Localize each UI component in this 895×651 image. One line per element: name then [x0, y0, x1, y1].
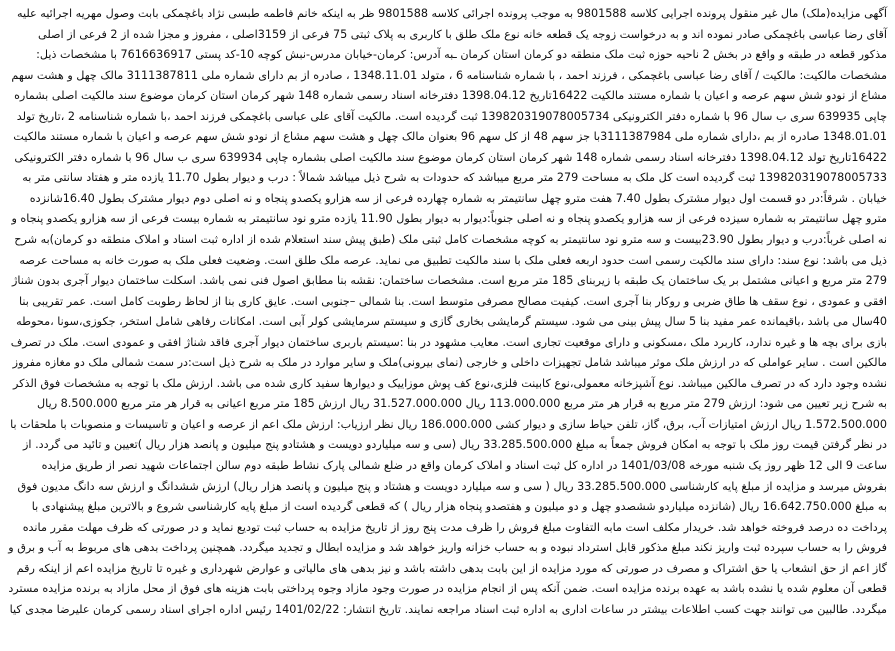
notice-body: آگهی مزایده(ملک) مال غیر منقول پرونده اجرایی کلاسه 9801588 به موجب پرونده اجرائی کلاسه 9801588 ظر به اینکه خانم فاطمه طبسی نژاد باغچمکی بابت وصول مهریه اجرائیه علیه آقای رضا عباسی باغچمکی صادر نموده اند و به درخواست زوجه یک قطعه خانه نوع ملک طلق با کاربری به پلاک ثبتی 75 فرعی از 3159اصلی ، مفروز و مجزا شده از 2 فرعی از اصلی مذکور قطعه در طبقه و واقع در بخش 2 ناحیه حوزه ثبت ملک منطقه دو کرمان استان کرمان ـبه آدرس: کرمان-خیابان مدرس-نبش کوچه 10-کد پستی 7616636917 با مشخصات ذیل: مشخصات مالکیت: مالکیت / آقای رضا عباسی باغچمکی ، فرزند احمد ، با شماره شناسنامه 6 ، متولد 1348.11.01 ، صادره از بم دارای شماره ملی 3111387811 مالک چهل و هشت سهم مشاع از نودو شش سهم عرصه و اعیان با شماره مستند مالکیت 16422تاریخ 1398.04.12 دفترخانه اسناد رسمی شماره 148 شهر کرمان استان کرمان موضوع سند مالکیت اصلی بشماره چاپی 639935 سری ب سال 96 با شماره دفتر الکترونیکی 139820319078005734 ثبت گردیده است. مالکیت آقای علی عباسی باغچمکی فرزند احمد ،با شماره شناسنامه 2 ،تاریخ تولد 1348.01.01 صادره از بم ،دارای شماره ملی 3111387984با جز سهم 48 از کل سهم 96 بعنوان مالک چهل و هشت سهم مشاع از نودو شش سهم عرصه و اعیان با شماره مستند مالکیت 16422تاریخ تولد 1398.04.12 دفترخانه اسناد رسمی شماره 148 شهر کرمان استان کرمان موضوع سند مالکیت اصلی بشماره چاپی 639934 سری ب سال 96 با شماره دفتر الکترونیکی 139820319078005733 ثبت گردیده است کل ملک به مساحت 279 متر مربع میباشد که حدودات به شرح ذیل میباشد شمالاً : درب و دیوار بطول 11.70 یازده متر و هفتاد سانتی متر به خیابان . شرقاً:در دو قسمت اول دیوار مشترک بطول 7.40 هفت مترو چهل سانتیمتر به شماره چهارده فرعی از سه هزارو یکصدو پنجاه و نه اصلی دوم دیوار مشترک بطول 16.40شانزده مترو چهل سانتیمتر به شماره سیزده فرعی از سه هزارو یکصدو پنجاه و نه اصلی جنوباً:دیوار به دیوار بطول 11.90 یازده مترو نود سانتیمتر به شماره بیست فرعی از سه هزارو یکصدو پنجاه و نه اصلی غرباً:درب و دیوار بطول 23.90بیست و سه مترو نود سانتیمتر به کوچه مشخصات کامل ثبتی ملک (طبق پیش سند استعلام شده از اداره ثبت اسناد و املاک منطقه دو کرمان)به شرح ذیل می باشد: نوع سند: دارای سند مالکیت رسمی است حدود اربعه فعلی ملک با سند مالکیت تطبیق می نماید. عرصه ملک طلق است. وضعیت فعلی ملک به صورت خانه به مساحت عرصه 279 متر مربع و اعیانی مشتمل بر یک ساختمان یک طبقه با زیربنای 185 متر مربع است. مشخصات ساختمان: نقشه بنا مطابق اصول فنی نمی باشد. اسکلت ساختمان دیوار آجری بدون شناژ افقی و عمودی ، نوع سقف ها طاق ضربی و روکار بنا آجری است. کیفیت مصالح مصرفی متوسط است. بنا شمالی –جنوبی است. عایق کاری بنا از لحاظ رطوبت کامل است. عمر تقریبی بنا 40سال می باشد ،باقیمانده عمر مفید بنا 5 سال پیش بینی می شود. سیستم گرمایشی بخاری گازی و سیستم سرمایشی کولر آبی است. امکانات رفاهی شامل استخر، جکوزی،سونا ،محوطه بازی برای بچه ها و غیره ندارد، کاربرد ملک ،مسکونی و دارای موقعیت تجاری است. معایب مشهود در بنا :سیستم باربری ساختمان دیوار آجری فاقد شناژ افقی و عمودی است. ملک در تصرف مالکین است . سایر عواملی که در ارزش ملک موثر میباشد شامل تجهیزات داخلی و خارجی (نمای بیرونی)ملک و سایر موارد در ملک به شرح ذیل است:در سمت شمالی ملک دو مغازه مفروز نشده وجود دارد که در تصرف مالکین میباشد. نوع آشپزخانه معمولی،نوع کابینت فلزی،نوع کف پوش موزاییک و دیوارها سفید کاری شده می باشد. ارزش ملک با توجه به مشخصات فوق الذکر به شرح زیر تعیین می شود: ارزش 279 متر مربع به قرار هر متر مربع 113.000.000 ریال 31.527.000.000 ریال ارزش 185 متر مربع اعیانی به قرار هر متر مربع 8.500.000 ریال 1.572.500.000 ریال ارزش امتیازات آب، برق، گاز، تلفن حیاط سازی و دیوار کشی 186.000.000 ریال نظر ارزیاب: ارزش ملک اعم از عرصه و اعیان و تاسیسات و منصوبات با ملحقات با در نظر گرفتن قیمت روز ملک با توجه به امکان فروش جمعاً به مبلغ 33.285.500.000 ریال (سی و سه میلیاردو دویست و هشتادو پنج میلیون و پانصد هزار ریال )تعیین و تائید می گردد. از ساعت 9 الی 12 ظهر روز یک شنبه مورخه 1401/03/08 در اداره کل ثبت اسناد و املاک کرمان واقع در ضلع شمالی پارک نشاط طبقه دوم سالن اجتماعات شهید نصر از طریق مزایده بفروش میرسد و مزایده از مبلغ پایه کارشناسی 33.285.500.000 ریال ( سی و سه میلیارد دویست و هشتاد و پنج میلیون و پانصد هزار ریال) ارزش ششدانگ و ارزش سه دانگ مدیون فوق به مبلغ 16.642.750.000 ریال (شانزده میلیاردو ششصدو چهل و دو میلیون و هفتصدو پنجاه هزار ریال ) که قطعی گردیده است از مبلغ پایه کارشناسی شروع و بالاترین مبلغ پیشنهادی با پرداخت ده درصد فروخته خواهد شد. خریدار مکلف است مابه التفاوت مبلغ فروش را ظرف مدت پنج روز از تاریخ مزایده به حساب ثبت تودیع نماید و در صورتی که ظرف مهلت مقرر مانده فروش را به حساب سپرده ثبت واریز نکند مبلغ مذکور قابل استرداد نبوده و به حساب خزانه واریز خواهد شد و مزایده ابطال و تجدید میگردد. همچنین پرداخت بدهی های مربوط به آب و برق و گاز اعم از حق انشعاب یا حق اشتراک و مصرف در صورتی که مورد مزایده از این بابت بدهی داشته باشد و نیز بدهی های مالیاتی و عوارض شهرداری و غیره تا تاریخ مزایده اعم از اینکه رقم قطعی آن معلوم شده یا نشده باشد به عهده برنده مزایده است. ضمن آنکه پس از انجام مزایده در صورت وجود مازاد وجوه پرداختی بابت هزینه های فوق از محل مازاد به برنده مزایده مسترد میگردد. طالبین می توانند جهت کسب اطلاعات بیشتر در ساعات اداری به اداره ثبت اسناد مراجعه نمایند. تاریخ انتشار: 1401/02/22 رئیس اداره اجرای اسناد رسمی کرمان علیرضا مجدی کیا — [8, 7, 887, 616]
